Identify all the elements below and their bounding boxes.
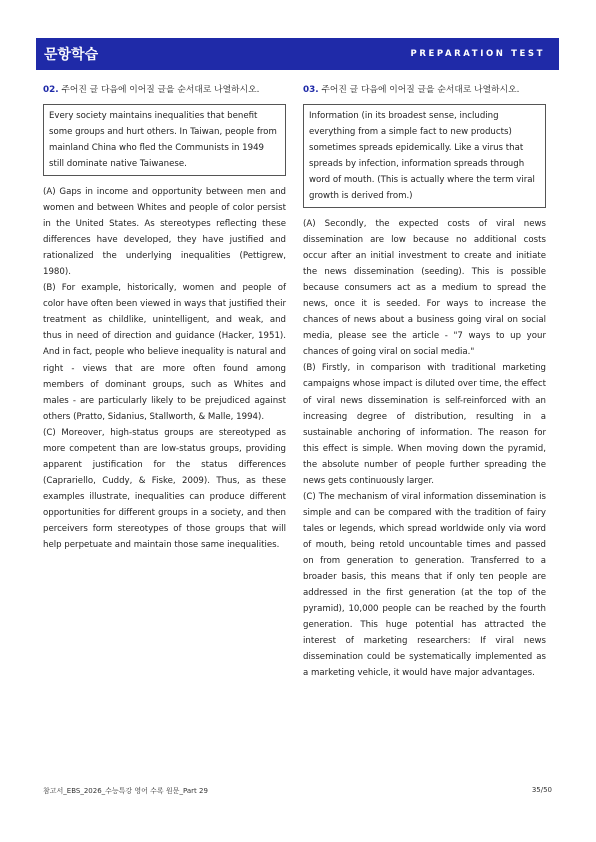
page-header xyxy=(36,38,559,70)
footer-source: 참고서_EBS_2026_수능특강 영어 수록 원문_Part 29 xyxy=(43,787,208,795)
question-instruction: 주어진 글 다음에 이어질 글을 순서대로 나열하시오. xyxy=(321,85,520,95)
question-heading xyxy=(43,82,286,95)
question-number: 02. xyxy=(43,85,59,95)
question-02 xyxy=(43,82,286,553)
paragraph-b: (B) Firstly, in comparison with traditional marketing campaigns whose impact is diluted over time, the effect of viral news dissemination is self-reinforced with an increasing degree of distribution, resulting in a sustainable anchoring of information. The reason for this effect is simple. When moving down the pyramid, the absolute number of people further spreading the news gets continuously larger. xyxy=(303,363,546,486)
question-03 xyxy=(303,82,546,681)
given-passage-box: Every society maintains inequalities that benefit some groups and hurt others. In Taiwan, people from mainland China who fled the Communists in 1949 still dominate native Taiwanese. xyxy=(43,104,286,176)
footer-page-number: 35/50 xyxy=(531,786,552,794)
question-heading xyxy=(303,82,546,95)
header-tag: PREPARATION TEST xyxy=(410,49,545,59)
paragraph-c: (C) Moreover, high-status groups are stereotyped as more competent than are low-status groups, providing apparent justification for the status differences (Caprariello, Cuddy, & Fiske, 2009). Thus, as these examples illustrate, inequalities can produce different opportunities for different groups in a society, and then perceivers form stereotypes of those groups that will help perpetuate and maintain those same inequalities. xyxy=(43,427,286,551)
question-number: 03. xyxy=(303,85,319,95)
paragraph-b: (B) For example, historically, women and people of color have often been viewed in ways that justified their treatment as childlike, unintelligent, and weak, and thus in need of direction and guidance (Hacker, 1951). And in fact, people who believe inequality is natural and right - views that are more often found among members of dominant groups, such as Whites and males - are particularly likely to be prejudiced against others (Pratto, Sidanius, Stallworth, & Malle, 1994). xyxy=(43,283,286,422)
header-title: 문항학습 xyxy=(44,47,99,63)
paragraph-a: (A) Secondly, the expected costs of viral news dissemination are low because no additional costs occur after an initial investment to create and initiate the news dissemination (seeding). This is possible because consumers act as a medium to spread the news, once it is seeded. For ways to increase the chances of news about a business going viral on social media, please see the article - "7 ways to up your chances of going viral on social media." xyxy=(303,219,546,358)
paragraph-c: (C) The mechanism of viral information dissemination is simple and can be compared with the tradition of fairy tales or legends, which spread worldwide only via word of mouth, being retold uncountable times and passed on from generation to generation. Transferred to a broader basis, this means that if only ten people are addressed in the first generation (at the top of the pyramid), 10,000 people can be reached by the fourth generation. This huge potential has attracted the interest of marketing researchers: If viral news dissemination could be systematically implemented as a marketing vehicle, it would have major advantages. xyxy=(303,491,546,679)
page-footer xyxy=(43,786,552,796)
given-passage-box: Information (in its broadest sense, including everything from a simple fact to new products) sometimes spreads epidemically. Like a virus that spreads by infection, information spreads through word of mouth. (This is actually where the term viral growth is derived from.) xyxy=(303,104,546,208)
question-instruction: 주어진 글 다음에 이어질 글을 순서대로 나열하시오. xyxy=(61,85,260,95)
paragraph-a: (A) Gaps in income and opportunity between men and women and between Whites and people of color persist in the United States. As stereotypes reflecting these differences have developed, they have justified and rationalized the underlying inequalities (Pettigrew, 1980). xyxy=(43,187,286,278)
